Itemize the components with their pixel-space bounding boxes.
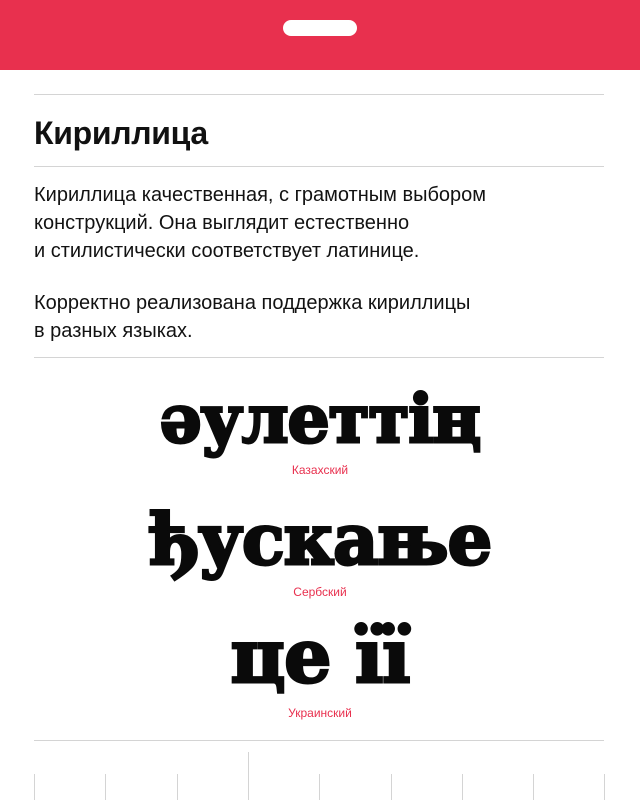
divider-body <box>34 357 604 358</box>
ruler-tick <box>248 752 249 800</box>
ruler-tick <box>462 774 463 800</box>
specimen-ukrainian: це її <box>230 614 410 700</box>
ruler-baseline <box>34 740 604 741</box>
header-notch <box>283 20 357 36</box>
divider-top <box>34 94 604 95</box>
ruler-tick <box>533 774 534 800</box>
ruler-tick <box>34 774 35 800</box>
ruler-tick <box>105 774 106 800</box>
page-title: Кириллица <box>34 115 208 151</box>
support-paragraph: Корректно реализована поддержка кириллицы в разных языках. <box>34 292 471 342</box>
specimen-serbian: ђускање <box>148 498 492 581</box>
header-bar <box>0 0 640 70</box>
specimen-ukrainian-label: Украинский <box>288 706 352 720</box>
ruler-tick <box>177 774 178 800</box>
specimen-kazakh: әулеттің <box>159 380 481 458</box>
specimen-kazakh-label: Казахский <box>291 463 349 477</box>
divider-title <box>34 166 604 167</box>
ruler-tick <box>391 774 392 800</box>
ruler-tick <box>319 774 320 800</box>
ruler-tick <box>604 774 605 800</box>
specimen-serbian-label: Сербский <box>293 585 347 599</box>
intro-paragraph: Кириллица качественная, с грамотным выбором конструкций. Она выглядит естественно и стилистически соответствует латинице. <box>34 184 487 262</box>
